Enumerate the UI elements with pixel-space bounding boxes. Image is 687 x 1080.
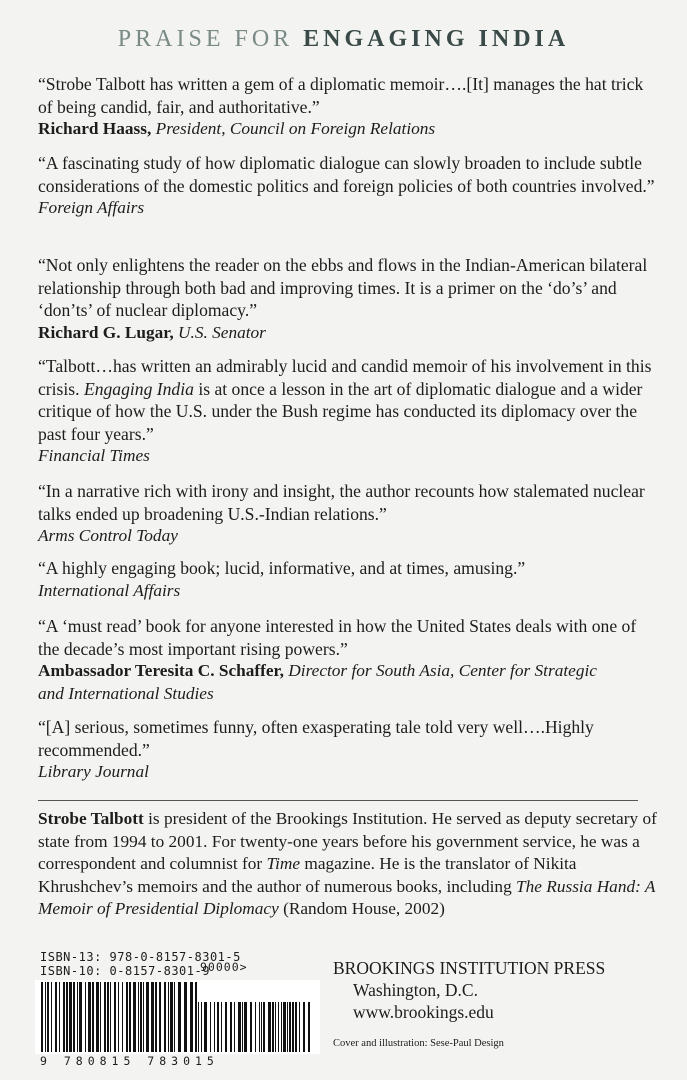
bio-text-part: magazine. He is the translator of Nikita Khrushchev’s memoirs and the author of numerous books, including [38,854,577,896]
barcode-bar [47,982,49,1052]
barcode-bar [242,1002,243,1052]
attribution-role: International Affairs [38,580,181,600]
barcode-bar [146,982,149,1052]
barcode-bar [140,982,142,1052]
barcode-bar [184,982,187,1052]
barcode-bar [234,1002,235,1052]
barcode-addon-price: 90000> [200,960,248,974]
quote-attribution [38,322,658,345]
quote-text: “In a narrative rich with irony and insight, the author recounts how stalemated nuclear talks ended up broadening U.S.-Indian relations.” [38,481,645,524]
attribution-name: Ambassador Teresita C. Schaffer, [38,661,284,680]
author-bio [38,808,658,921]
publisher-city: Washington, D.C. [353,980,478,1000]
quote-haass [38,73,658,141]
barcode-bar [263,1002,265,1052]
barcode-bar [92,982,94,1052]
barcode-bar [63,982,65,1052]
barcode-bar [244,1002,247,1052]
attribution-name: Richard Haass, [38,119,152,138]
bio-book-title: The Russia Hand: A Memoir of Presidential Diplomacy [38,876,656,918]
quote-foreign-affairs [38,152,658,220]
barcode-bar [77,982,78,1052]
barcode-bar [281,1002,282,1052]
barcode-bar [159,982,161,1052]
quote-text: “A ‘must read’ book for anyone interested in how the United States deals with one of the decade’s most important rising powers.” [38,616,637,659]
quote-financial-times [38,355,658,468]
quote-attribution [38,525,658,548]
barcode-bar [164,982,166,1052]
barcode-digits: 9 780815 783015 [40,1054,219,1068]
barcode-bar [287,1002,288,1052]
barcode-bar [55,982,57,1052]
barcode-bar [178,982,181,1052]
publisher-block [333,957,663,1023]
barcode-bar [129,982,131,1052]
barcode-bar [225,1002,227,1052]
bio-text-part: (Random House, 2002) [283,899,445,918]
barcode-bar [303,1002,305,1052]
quote-attribution [38,445,658,468]
praise-header-prefix: PRAISE FOR [117,26,294,52]
barcode-bar [41,982,43,1052]
quote-text [38,355,658,445]
quote-text: “A highly engaging book; lucid, informative, and at times, amusing.” [38,558,526,578]
quote-text-part: “Talbott…has written an admirably lucid and candid memoir of his involvement in this crisis. [38,356,652,399]
quote-text-part: is at once a lesson in the art of diplomatic dialogue and a wider critique of how the U.S. under the Bush regime has conducted its diplomacy over the past four years.” [38,378,643,444]
quote-text: “[A] serious, sometimes funny, often exasperating tale told very well….Highly recommended.” [38,717,594,760]
attribution-role: Director for South Asia, Center for Strategic and International Studies [38,661,597,703]
attribution-role: Foreign Affairs [38,198,145,217]
quote-attribution [38,761,658,784]
praise-header [0,26,687,53]
barcode-bar [122,982,123,1052]
publisher-name: BROOKINGS INSTITUTION PRESS [333,958,606,978]
barcode-bar [151,982,154,1052]
barcode-bar [198,1002,199,1052]
barcode-bar [217,1002,219,1052]
quote-text: “Not only enlightens the reader on the ebbs and flows in the Indian-American bilateral relationship through both bad and improving times. It is a primer on the ‘do’s’ and ‘don’ts’ of nuclear diplomacy.” [38,255,648,320]
barcode-bar [275,1002,276,1052]
barcode-bar [73,982,75,1052]
barcode-bar [51,982,52,1052]
quote-text: “A fascinating study of how diplomatic dialogue can slowly broaden to include subtle considerations of the domestic politics and foreign policies of both countries involved.” [38,153,655,196]
barcode-bar [133,982,136,1052]
barcode-bar [100,982,101,1052]
barcode-bar [118,982,119,1052]
barcode-bar [295,1002,297,1052]
quote-attribution [38,660,658,705]
barcode-bar [238,1002,241,1052]
barcode-bar [268,1002,271,1052]
bio-magazine: Time [266,854,301,873]
barcode [35,980,320,1054]
barcode-bar [45,982,46,1052]
barcode-bar [174,982,175,1052]
barcode-bar [214,1002,215,1052]
bio-text-part: is president of the Brookings Institution. He served as deputy secretary of state from 1994 to 2001. For twenty-one years before his government service, he was a correspondent and columnist for [38,809,657,873]
barcode-bar [250,1002,252,1052]
attribution-name: Richard G. Lugar, [38,322,174,342]
barcode-bar [114,982,116,1052]
barcode-bar [107,982,109,1052]
barcode-bar [190,982,193,1052]
barcode-bar [110,982,111,1052]
bio-text [38,808,658,921]
barcode-bar [204,1002,207,1052]
barcode-bar [155,982,157,1052]
barcode-bar [104,982,106,1052]
attribution-role: President, Council on Foreign Relations [155,119,436,138]
barcode-bar [230,1002,232,1052]
barcode-bar [289,1002,291,1052]
barcode-bar [69,982,72,1052]
barcode-bar [138,982,139,1052]
barcode-bar [59,982,60,1052]
barcode-bar [221,1002,222,1052]
attribution-role: Arms Control Today [38,526,178,545]
quote-library-journal [38,716,658,784]
attribution-role: Financial Times [38,446,150,465]
barcode-bar [261,1002,262,1052]
quote-attribution [38,118,658,141]
barcode-graphic [35,980,320,1054]
isbn-13-label: ISBN-13: 978-0-8157-8301-5 [40,950,241,964]
barcode-bar [96,982,99,1052]
barcode-bar [79,982,82,1052]
quote-schaffer [38,615,658,705]
publisher-url: www.brookings.edu [353,1002,494,1022]
divider-rule [38,800,638,801]
quote-international-affairs [38,557,658,602]
barcode-bar [201,1002,202,1052]
barcode-bar [283,1002,286,1052]
quote-lugar [38,254,658,344]
barcode-bar [210,1002,211,1052]
barcode-bar [308,1002,310,1052]
barcode-bar [126,982,128,1052]
cover-credit: Cover and illustration: Sese-Paul Design [333,1038,504,1049]
quote-text: “Strobe Talbott has written a gem of a diplomatic memoir….[It] manages the hat trick of being candid, fair, and authoritative.” [38,74,644,117]
barcode-bar [170,982,173,1052]
barcode-bar [292,1002,294,1052]
barcode-bar [85,982,86,1052]
barcode-bar [66,982,68,1052]
barcode-bar [259,1002,260,1052]
quote-attribution [38,580,658,603]
barcode-bar [168,982,169,1052]
barcode-bar [278,1002,279,1052]
attribution-role: Library Journal [38,762,149,781]
quote-book-title: Engaging India [83,378,194,399]
barcode-bar [88,982,91,1052]
barcode-bar [299,1002,300,1052]
isbn-10-label: ISBN-10: 0-8157-8301-9 [40,964,210,978]
quote-attribution [38,197,658,220]
quote-arms-control [38,480,658,548]
attribution-role: U.S. Senator [178,322,266,342]
bio-author-name: Strobe Talbott [38,809,144,828]
barcode-bar [195,982,197,1052]
barcode-bar [272,1002,274,1052]
praise-header-title: ENGAGING INDIA [303,26,570,52]
barcode-bar [255,1002,256,1052]
barcode-bar [143,982,144,1052]
